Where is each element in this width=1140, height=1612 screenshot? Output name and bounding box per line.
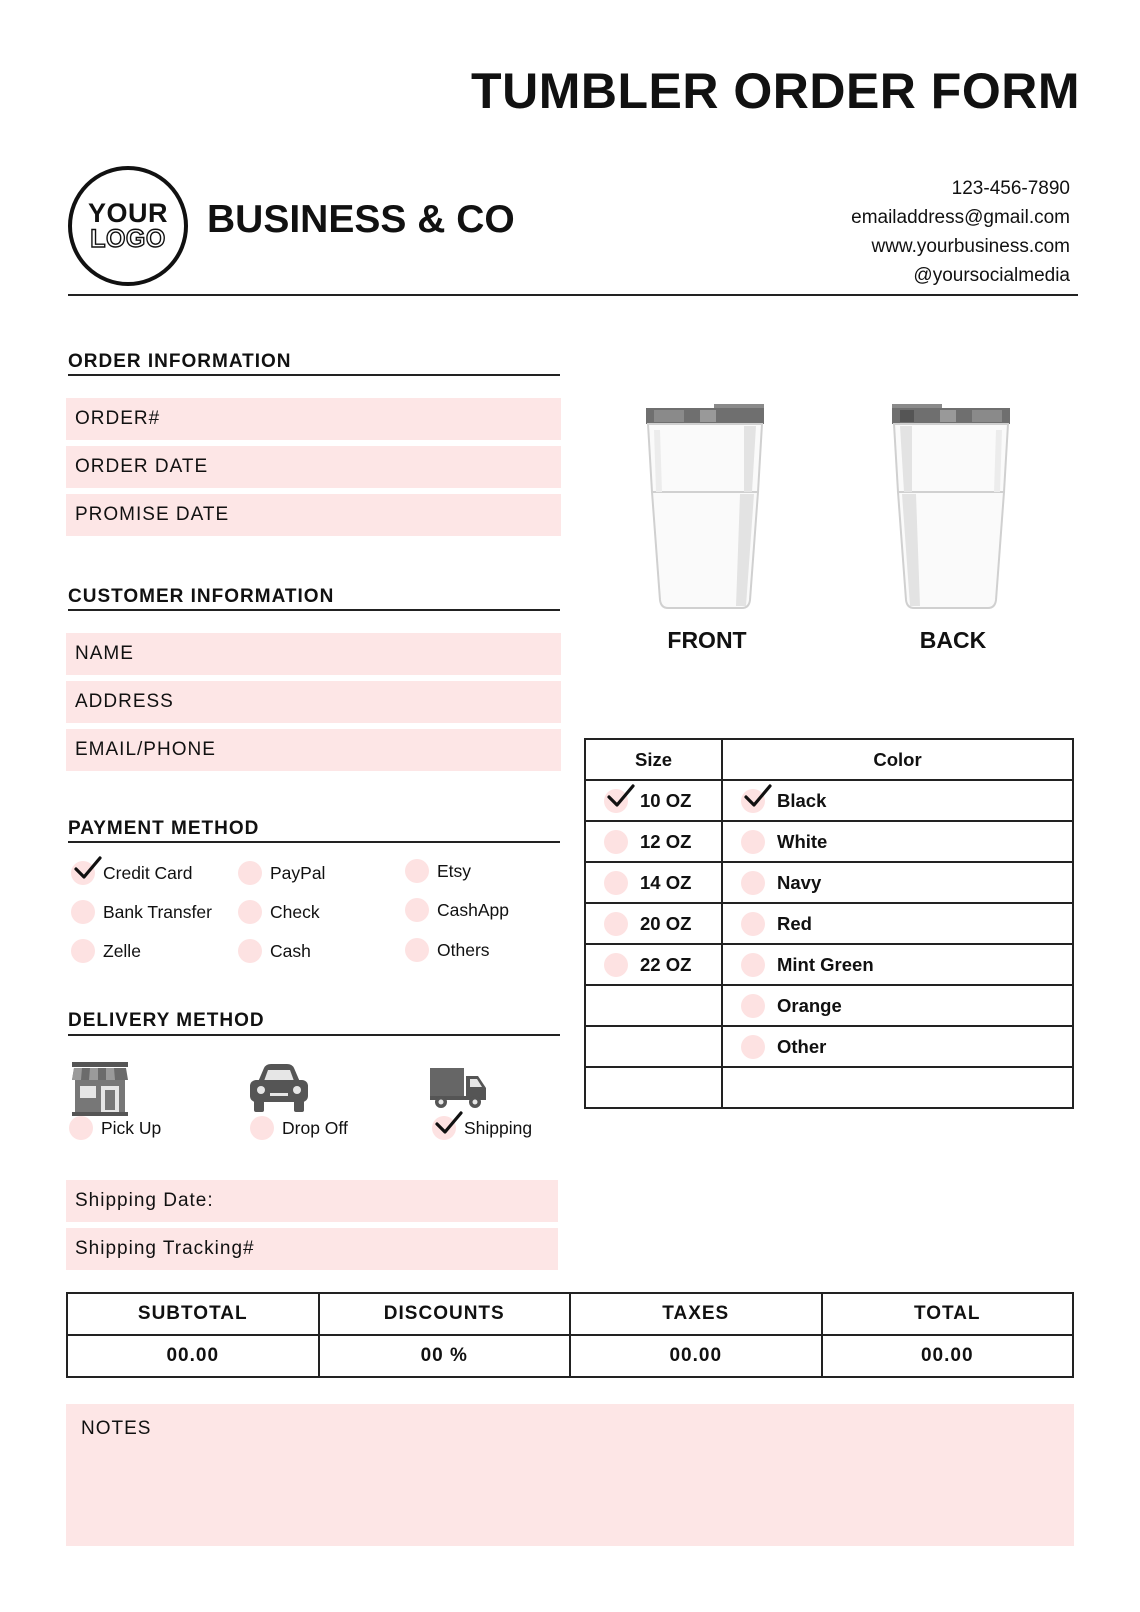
payment-option-zelle[interactable] <box>71 936 141 966</box>
order-number-field[interactable]: ORDER# <box>66 398 561 440</box>
option-label: Black <box>777 789 827 811</box>
option-label: 12 OZ <box>640 830 692 852</box>
header-divider <box>68 294 1078 296</box>
option-label: Zelle <box>103 940 141 961</box>
total-header: TOTAL <box>822 1293 1074 1335</box>
payment-divider <box>68 841 560 843</box>
front-label: FRONT <box>667 627 747 653</box>
size-option-10oz[interactable] <box>586 789 721 813</box>
table-row <box>585 1026 1073 1067</box>
option-label: Others <box>437 939 490 960</box>
store-icon <box>70 1060 130 1116</box>
checkbox[interactable] <box>71 900 95 924</box>
option-label: PayPal <box>270 862 326 883</box>
color-option-black[interactable] <box>723 789 1072 813</box>
checkmark-icon <box>743 781 773 811</box>
payment-option-others[interactable] <box>405 935 490 965</box>
checkbox[interactable] <box>71 939 95 963</box>
color-option-orange[interactable] <box>723 994 1072 1018</box>
checkbox[interactable] <box>238 900 262 924</box>
checkmark-icon <box>606 781 636 811</box>
size-option-20oz[interactable] <box>586 912 721 936</box>
total-value[interactable]: 00.00 <box>822 1335 1074 1377</box>
table-row <box>585 780 1073 821</box>
checkbox[interactable] <box>741 1035 765 1059</box>
option-label: 22 OZ <box>640 953 692 975</box>
checkbox[interactable] <box>604 953 628 977</box>
color-option-mint-green[interactable] <box>723 953 1072 977</box>
option-label: Mint Green <box>777 953 874 975</box>
size-option-14oz[interactable] <box>586 871 721 895</box>
checkbox[interactable] <box>741 830 765 854</box>
taxes-header: TAXES <box>570 1293 822 1335</box>
option-label: Red <box>777 912 812 934</box>
empty-cell <box>722 1067 1073 1108</box>
shipping-tracking-field[interactable]: Shipping Tracking# <box>66 1228 558 1270</box>
social-text: @yoursocialmedia <box>913 265 1070 286</box>
option-label: Drop Off <box>282 1117 348 1138</box>
option-label: CashApp <box>437 899 509 920</box>
checkbox[interactable] <box>741 789 765 813</box>
order-date-field[interactable]: ORDER DATE <box>66 446 561 488</box>
totals-table <box>66 1292 1074 1378</box>
option-label: Bank Transfer <box>103 901 212 922</box>
option-label: 14 OZ <box>640 871 692 893</box>
truck-icon <box>428 1064 490 1110</box>
notes-field[interactable] <box>66 1404 1074 1546</box>
checkbox[interactable] <box>741 953 765 977</box>
payment-option-bank-transfer[interactable] <box>71 897 212 927</box>
checkbox[interactable] <box>604 830 628 854</box>
empty-cell <box>585 1026 722 1067</box>
delivery-option-shipping[interactable] <box>432 1113 532 1143</box>
logo-line2: LOGO <box>90 225 166 253</box>
checkbox[interactable] <box>71 861 95 885</box>
subtotal-value[interactable]: 00.00 <box>67 1335 319 1377</box>
checkbox[interactable] <box>741 912 765 936</box>
discounts-value[interactable]: 00 % <box>319 1335 571 1377</box>
table-row <box>585 821 1073 862</box>
empty-cell <box>585 985 722 1026</box>
option-label: Etsy <box>437 860 472 881</box>
color-option-other[interactable] <box>723 1035 1072 1059</box>
table-row <box>585 1067 1073 1108</box>
payment-option-cash[interactable] <box>238 936 311 966</box>
back-label: BACK <box>919 627 987 653</box>
order-info-title: ORDER INFORMATION <box>68 351 292 372</box>
size-option-22oz[interactable] <box>586 953 721 977</box>
checkbox[interactable] <box>604 912 628 936</box>
checkbox[interactable] <box>741 994 765 1018</box>
option-label: 20 OZ <box>640 912 692 934</box>
size-header: Size <box>585 739 722 780</box>
checkbox[interactable] <box>405 938 429 962</box>
checkbox[interactable] <box>238 939 262 963</box>
payment-option-etsy[interactable] <box>405 856 471 886</box>
option-label: Orange <box>777 994 842 1016</box>
option-label: 10 OZ <box>640 789 692 811</box>
size-color-table <box>584 738 1074 1109</box>
email-phone-field[interactable]: EMAIL/PHONE <box>66 729 561 771</box>
option-label: Cash <box>270 940 311 961</box>
payment-option-cashapp[interactable] <box>405 895 509 925</box>
option-label: White <box>777 830 828 852</box>
option-label: Check <box>270 901 320 922</box>
name-field[interactable]: NAME <box>66 633 561 675</box>
subtotal-header: SUBTOTAL <box>67 1293 319 1335</box>
checkbox[interactable] <box>405 898 429 922</box>
checkbox[interactable] <box>604 871 628 895</box>
delivery-divider <box>68 1034 560 1036</box>
totals-value-row <box>67 1335 1073 1377</box>
totals-header-row <box>67 1293 1073 1335</box>
promise-date-field[interactable]: PROMISE DATE <box>66 494 561 536</box>
option-label: Pick Up <box>101 1117 162 1138</box>
checkmark-icon <box>434 1108 464 1138</box>
logo <box>68 166 188 286</box>
contact-block <box>851 174 1070 290</box>
tumbler-front-image <box>640 400 770 612</box>
customer-info-title: CUSTOMER INFORMATION <box>68 586 335 607</box>
business-name: BUSINESS & CO <box>207 198 515 241</box>
payment-option-credit-card[interactable] <box>71 858 192 888</box>
page-title: TUMBLER ORDER FORM <box>471 63 1080 119</box>
color-option-red[interactable] <box>723 912 1072 936</box>
color-option-navy[interactable] <box>723 871 1072 895</box>
taxes-value[interactable]: 00.00 <box>570 1335 822 1377</box>
checkbox[interactable] <box>250 1116 274 1140</box>
address-field[interactable]: ADDRESS <box>66 681 561 723</box>
customer-info-divider <box>68 609 560 611</box>
table-row <box>585 903 1073 944</box>
color-header: Color <box>722 739 1073 780</box>
order-info-divider <box>68 374 560 376</box>
option-label: Navy <box>777 871 822 893</box>
car-icon <box>248 1062 310 1114</box>
phone-text: 123-456-7890 <box>951 178 1070 199</box>
option-label: Other <box>777 1035 827 1057</box>
checkbox[interactable] <box>741 871 765 895</box>
checkmark-icon <box>73 853 103 883</box>
notes-label: NOTES <box>81 1418 152 1439</box>
delivery-option-drop-off[interactable] <box>250 1113 348 1143</box>
option-label: Credit Card <box>103 862 193 883</box>
checkbox[interactable] <box>604 789 628 813</box>
shipping-date-field[interactable]: Shipping Date: <box>66 1180 558 1222</box>
color-option-white[interactable] <box>723 830 1072 854</box>
checkbox[interactable] <box>432 1116 456 1140</box>
table-row <box>585 862 1073 903</box>
table-header-row <box>585 739 1073 780</box>
delivery-title: DELIVERY METHOD <box>68 1010 265 1031</box>
payment-option-check[interactable] <box>238 897 320 927</box>
size-option-12oz[interactable] <box>586 830 721 854</box>
delivery-option-pick-up[interactable] <box>69 1113 161 1143</box>
tumbler-back-image <box>886 400 1016 612</box>
discounts-header: DISCOUNTS <box>319 1293 571 1335</box>
table-row <box>585 985 1073 1026</box>
checkbox[interactable] <box>405 859 429 883</box>
payment-title: PAYMENT METHOD <box>68 818 260 839</box>
logo-line1: YOUR <box>87 198 168 228</box>
option-label: Shipping <box>464 1117 533 1138</box>
table-row <box>585 944 1073 985</box>
payment-option-paypal[interactable] <box>238 858 325 888</box>
website-text: www.yourbusiness.com <box>871 236 1070 257</box>
checkbox[interactable] <box>69 1116 93 1140</box>
empty-cell <box>585 1067 722 1108</box>
email-text: emailaddress@gmail.com <box>851 207 1070 228</box>
checkbox[interactable] <box>238 861 262 885</box>
